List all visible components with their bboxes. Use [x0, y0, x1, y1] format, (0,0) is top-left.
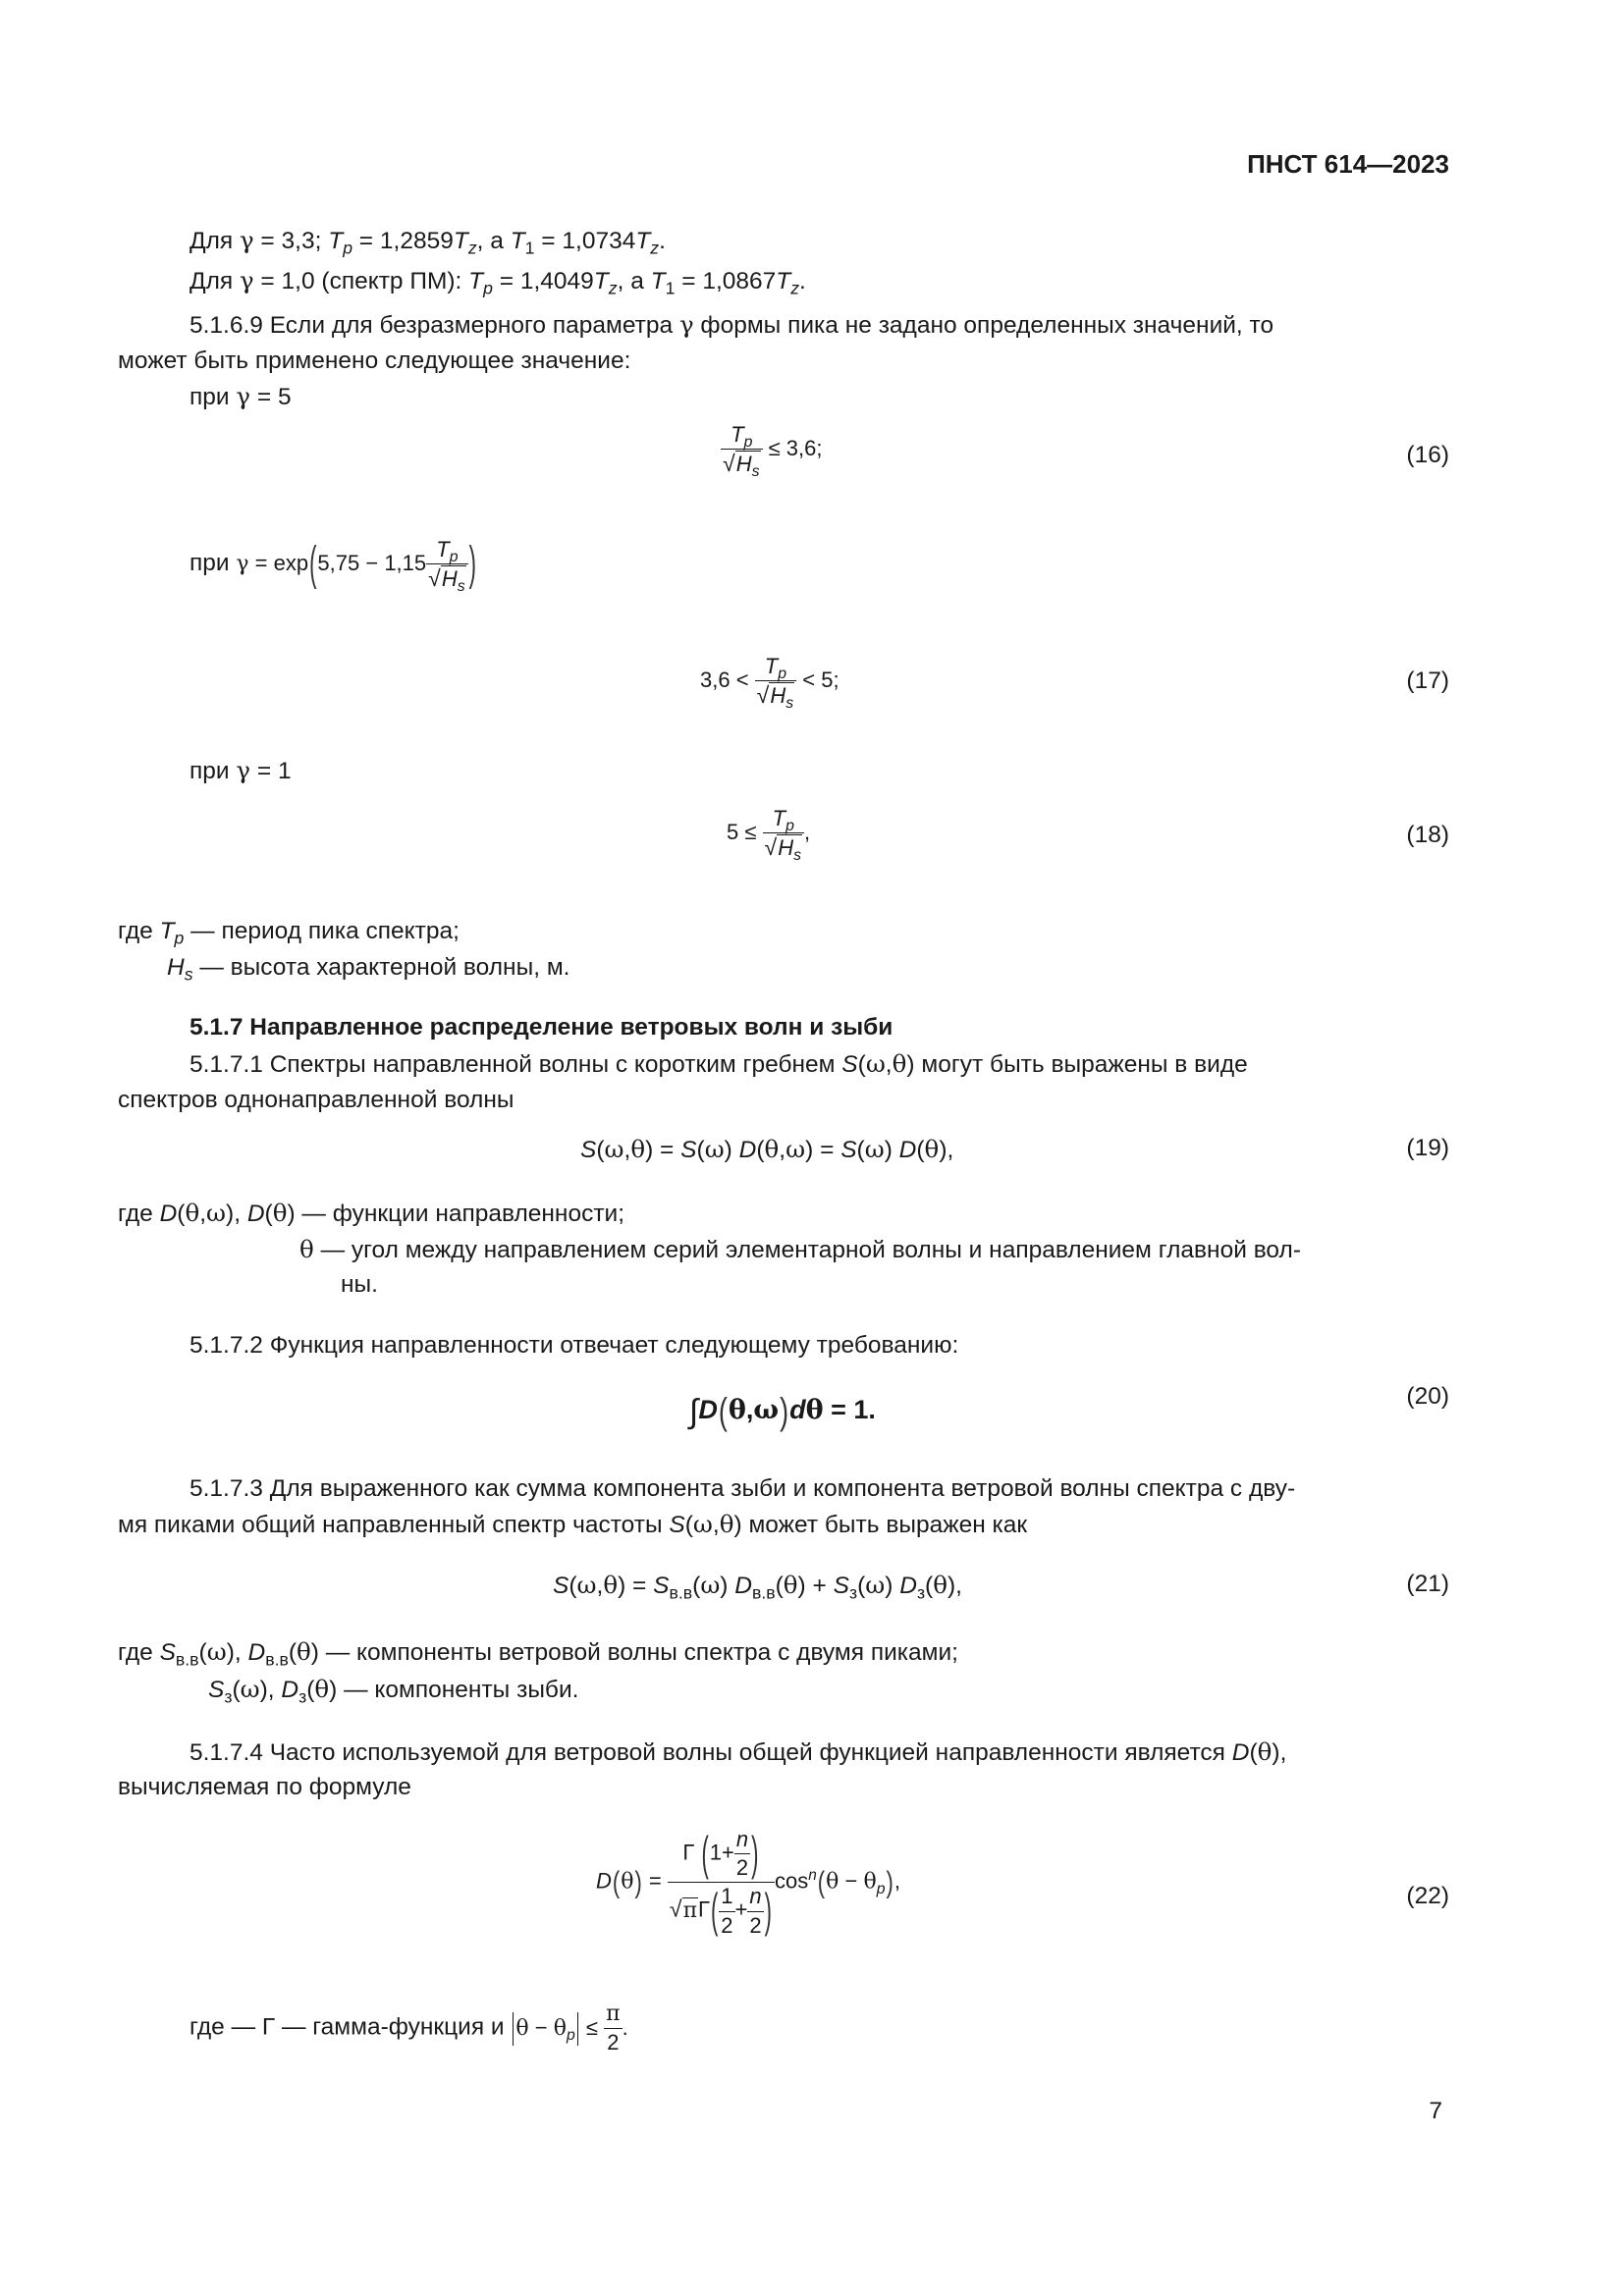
equation-number-18: (18): [1406, 822, 1449, 848]
equation-number-19: (19): [1406, 1135, 1449, 1161]
formula-17: 3,6 < $\frac{T_p}{√H_s}$ < 5;: [700, 654, 839, 713]
formula-18: 5 ≤ $\frac{T_p}{√H_s}$ ,: [727, 806, 811, 865]
equation-number-22: (22): [1406, 1883, 1449, 1909]
legend-hs: $H_s$ — высота характерной волны, м.: [167, 954, 570, 985]
fraction-tp-sqrt-hs: $\frac{T_p}{√H_s}$: [721, 423, 763, 477]
paragraph-5-1-7-1-cont: спектров однонаправленной волны: [118, 1087, 514, 1113]
text-line-gamma-3-3: Для γ = 3,3; $T_p = 1,2859T_z$, а $T_1 = 1,0734T_z$.: [189, 226, 666, 258]
formula-21: $S(\omega,\theta) = S_{в.в}(\omega) D_{в.в}(\theta) + S_з(\omega)$ $D_з(\theta)$,: [553, 1571, 962, 1603]
gamma-fraction: Г (1+ $\frac{n}{2}$ ) √πГ( $\frac{1}{2}$ + $\frac{n}{2}$ ): [668, 1828, 775, 1938]
formula-16: $\frac{T_p}{√H_s}$ ≤ 3,6;: [723, 422, 823, 481]
formula-20: ∫D(θ,ω)dθ = 1.: [689, 1390, 876, 1432]
legend-swell-components: $S_з(\omega)$, $D_з(\theta)$ — компоненты зыби.: [208, 1675, 579, 1707]
legend-theta-cont: ны.: [341, 1271, 378, 1298]
document-id: ПНСТ 614—2023: [1247, 149, 1449, 179]
formula-19: S(ω,θ) = S(ω) D(θ,ω) = S(ω) D(θ),: [580, 1135, 954, 1163]
equation-number-21: (21): [1406, 1571, 1449, 1597]
paragraph-5-1-7-4: 5.1.7.4 Часто используемой для ветровой волны общей функцией направленности является D(θ),: [189, 1737, 1287, 1766]
paragraph-5-1-6-9: 5.1.6.9 Если для безразмерного параметра γ формы пика не задано определенных значений, то: [189, 310, 1274, 339]
text-gamma-5: при γ = 5: [189, 382, 292, 410]
paragraph-5-1-6-9-cont: может быть применено следующее значение:: [118, 347, 631, 374]
text-line-gamma-1-0: Для γ = 1,0 (спектр ПМ): $T_p = 1,4049T_z$, а $T_1 = 1,0867T_z$.: [189, 266, 806, 298]
paragraph-5-1-7-3: 5.1.7.3 Для выраженного как сумма компонента зыби и компонента ветровой волны спектра с дву-: [189, 1475, 1296, 1502]
legend-d-functions: где D(θ,ω), D(θ) — функции направленности;: [118, 1199, 625, 1227]
equation-number-20: (20): [1406, 1383, 1449, 1410]
formula-gamma-exp: при γ = exp(5,75 − 1,15 $\frac{T_p}{√H_s}$ ): [189, 536, 476, 596]
legend-tp: где $T_p$ — период пика спектра;: [118, 918, 460, 948]
gamma-function-note: где — Г — гамма-функция и $\theta - \theta_p$ ≤ $\frac{\pi}{2}$ .: [189, 2002, 628, 2056]
paragraph-5-1-7-4-cont: вычисляемая по формуле: [118, 1774, 411, 1800]
section-heading-5-1-7: 5.1.7 Направленное распределение ветровых волн и зыби: [189, 1014, 893, 1041]
page-number: 7: [1429, 2098, 1442, 2124]
legend-theta: θ — угол между направлением серий элементарной волны и направлением главной вол-: [299, 1235, 1301, 1263]
equation-number-16: (16): [1406, 442, 1449, 468]
formula-22: D(θ) = Г (1+ $\frac{n}{2}$ ) √πГ( $\frac{1}{2}$ + $\frac{n}{2}$ ) $\cos^n(\theta - \theta_p)$,: [596, 1825, 900, 1938]
paragraph-5-1-7-1: 5.1.7.1 Спектры направленной волны с коротким гребнем S(ω,θ) могут быть выражены в виде: [189, 1049, 1248, 1078]
paragraph-5-1-7-3-cont: мя пиками общий направленный спектр частоты S(ω,θ) может быть выражен как: [118, 1510, 1028, 1538]
text-gamma-1: при γ = 1: [189, 756, 292, 784]
legend-wind-wave-components: где $S_{в.в}(\omega)$, $D_{в.в}(\theta)$ — компоненты ветровой волны спектра с двумя пиками;: [118, 1637, 958, 1670]
equation-number-17: (17): [1406, 667, 1449, 694]
paragraph-5-1-7-2: 5.1.7.2 Функция направленности отвечает следующему требованию:: [189, 1332, 959, 1359]
